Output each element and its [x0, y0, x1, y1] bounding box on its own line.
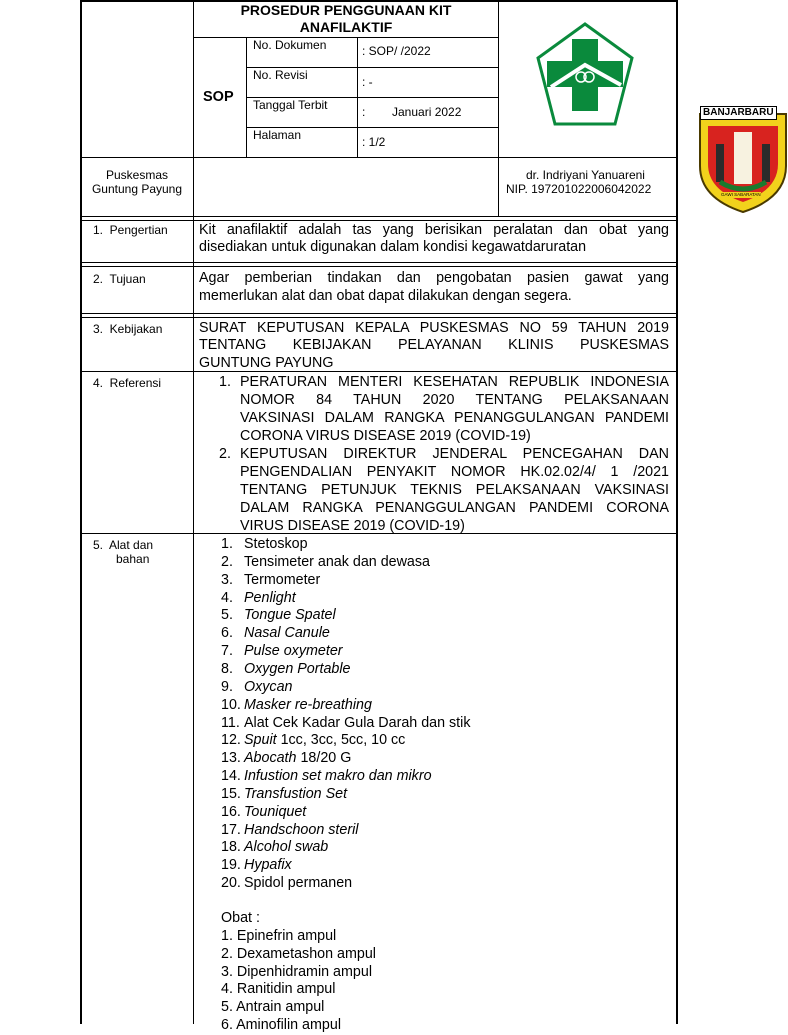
field-label-tanggal-terbit: Tanggal Terbit	[253, 98, 328, 112]
referensi-2-number: 2.	[219, 446, 231, 462]
alat-item-name: Transfustion Set	[244, 785, 348, 802]
alat-item	[244, 732, 405, 750]
alat-item-number: 10.	[221, 696, 241, 713]
alat-item-name: Spidol permanen	[244, 875, 353, 892]
puskesmas-logo	[535, 21, 635, 127]
referensi-2-line-3: TENTANG PETUNJUK TEKNIS PELAKSANAAN VAKSINASI	[240, 482, 669, 498]
col-divider	[498, 0, 499, 217]
alat-item-number: 19.	[221, 857, 241, 874]
referensi-1-line-2: NOMOR 84 TAHUN 2020 TENTANG PELAKSANAAN	[240, 392, 669, 408]
referensi-1-line-4: CORONA VIRUS DISEASE 2019 (COVID-19)	[240, 428, 531, 444]
alat-item-detail: 18/20 G	[296, 750, 352, 767]
alat-item	[244, 607, 336, 625]
alat-item	[244, 715, 470, 733]
row-divider	[80, 313, 677, 314]
pengertian-line-1: Kit anafilaktif adalah tas yang berisikan peralatan dan obat yang	[199, 222, 669, 238]
col-divider	[193, 216, 194, 1024]
field-value-no-revisi: : -	[362, 75, 373, 89]
alat-item-name: Penlight	[244, 589, 296, 606]
field-value-tanggal-terbit: : Januari 2022	[362, 105, 462, 119]
alat-item	[244, 572, 320, 590]
alat-item	[244, 625, 330, 643]
alat-item	[244, 697, 372, 715]
alat-item	[244, 554, 430, 572]
alat-item-number: 13.	[221, 750, 241, 767]
alat-item-number: 1.	[221, 536, 233, 552]
alat-item-number: 4.	[221, 589, 233, 606]
row-divider	[193, 37, 499, 38]
alat-item-number: 9.	[221, 678, 233, 695]
alat-item-name: Hypafix	[244, 857, 292, 874]
obat-item: 2. Dexametashon ampul	[221, 945, 376, 962]
label-pengertian: 1. Pengertian	[93, 223, 168, 237]
alat-item-name: Oxygen Portable	[244, 660, 351, 677]
alat-item	[244, 750, 351, 768]
referensi-1-number: 1.	[219, 374, 231, 390]
alat-item-detail: 1cc, 3cc, 5cc, 10 cc	[276, 732, 406, 749]
alat-item-number: 3.	[221, 571, 233, 588]
organization-line-1: Puskesmas	[105, 168, 169, 182]
alat-item-name: Pulse oxymeter	[244, 643, 343, 660]
organization-name	[82, 168, 192, 196]
signer-name: dr. Indriyani Yanuareni	[526, 168, 645, 182]
row-divider	[80, 266, 677, 267]
alat-item-number: 11.	[221, 714, 240, 731]
signer-block	[506, 168, 651, 196]
referensi-2-line-2: PENGENDALIAN PENYAKIT NOMOR HK.02.02/4/ 1 /2021	[240, 464, 669, 480]
alat-item-name: Nasal Canule	[244, 625, 330, 642]
alat-item	[244, 679, 292, 697]
referensi-2-line-5: VIRUS DISEASE 2019 (COVID-19)	[240, 518, 465, 534]
referensi-2-line-1: KEPUTUSAN DIREKTUR JENDERAL PENCEGAHAN DAN	[240, 446, 669, 462]
alat-item-number: 14.	[221, 768, 241, 785]
alat-item-name: Alcohol swab	[244, 839, 329, 856]
alat-item-number: 7.	[221, 643, 233, 660]
alat-item	[244, 590, 296, 608]
alat-item	[244, 661, 351, 679]
obat-heading: Obat :	[221, 910, 260, 926]
alat-item-name: Termometer	[244, 571, 321, 588]
alat-item	[244, 768, 432, 786]
row-divider	[80, 262, 677, 263]
alat-item-number: 2.	[221, 553, 233, 570]
alat-item-name: Tongue Spatel	[244, 607, 336, 624]
alat-item-number: 6.	[221, 625, 233, 642]
title-line-2: ANAFILAKTIF	[299, 19, 393, 35]
tujuan-line-2: memerlukan alat dan obat dapat dilakukan dengan segera.	[199, 288, 572, 304]
label-kebijakan: 3. Kebijakan	[93, 322, 163, 336]
alat-item	[244, 786, 347, 804]
obat-item: 6. Aminofilin ampul	[221, 1017, 341, 1033]
alat-item-number: 16.	[221, 803, 241, 820]
label-alat-line-1: 5. Alat dan	[93, 538, 154, 552]
alat-item	[244, 804, 306, 822]
alat-item-number: 8.	[221, 660, 233, 677]
row-divider	[80, 157, 677, 158]
alat-item-number: 17.	[221, 821, 241, 838]
alat-item-number: 18.	[221, 839, 241, 856]
obat-item: 3. Dipenhidramin ampul	[221, 963, 372, 980]
document-title	[194, 2, 498, 36]
kebijakan-line-1: SURAT KEPUTUSAN KEPALA PUSKESMAS NO 59 TAHUN 2019	[199, 320, 669, 336]
row-divider	[80, 216, 677, 217]
alat-item-name: Stetoskop	[244, 536, 308, 552]
alat-item-name: Spuit	[244, 732, 277, 749]
alat-item	[244, 536, 308, 554]
alat-item	[244, 643, 343, 661]
city-seal-motto: GAWI SABARATAN	[721, 192, 761, 197]
alat-item-name: Abocath	[244, 750, 297, 767]
alat-item-name: Tensimeter anak dan dewasa	[244, 553, 430, 570]
label-tujuan: 2. Tujuan	[93, 272, 146, 286]
alat-item-name: Handschoon steril	[244, 821, 359, 838]
referensi-1-line-1: PERATURAN MENTERI KESEHATAN REPUBLIK INDONESIA	[240, 374, 669, 390]
title-line-1: PROSEDUR PENGGUNAAN KIT	[240, 2, 452, 18]
alat-item-name: Touniquet	[244, 803, 307, 820]
row-divider	[80, 371, 677, 372]
signer-nip: NIP. 197201022006042022	[506, 182, 652, 196]
pengertian-line-2: disediakan untuk digunakan dalam kondisi kegawatdaruratan	[199, 239, 587, 255]
alat-item	[244, 839, 328, 857]
referensi-1-line-3: VAKSINASI DALAM RANGKA PENANGGULANGAN PANDEMI	[240, 410, 669, 426]
alat-item-number: 5.	[221, 607, 233, 624]
alat-item-name: Oxycan	[244, 678, 293, 695]
alat-item-number: 12.	[221, 732, 241, 749]
kebijakan-line-2: TENTANG KEBIJAKAN PELAYANAN KLINIS PUSKESMAS	[199, 337, 669, 353]
alat-item-number: 20.	[221, 875, 241, 892]
field-value-halaman: : 1/2	[362, 135, 386, 149]
kebijakan-line-3: GUNTUNG PAYUNG	[199, 355, 334, 371]
field-value-no-dokumen: : SOP/ /2022	[362, 44, 431, 58]
label-alat-line-2: bahan	[116, 552, 150, 566]
alat-item-number: 15.	[221, 785, 241, 802]
alat-item	[244, 875, 352, 893]
field-label-no-revisi: No. Revisi	[253, 68, 308, 82]
table-border-left	[80, 0, 82, 1024]
alat-item-name: Masker re-breathing	[244, 696, 372, 713]
organization-line-2: Guntung Payung	[91, 182, 183, 196]
referensi-2-line-4: DALAM RANGKA PENANGGULANGAN PANDEMI CORONA	[240, 500, 669, 516]
row-divider	[80, 317, 677, 318]
field-label-halaman: Halaman	[253, 128, 302, 142]
alat-item	[244, 857, 292, 875]
alat-item-name: Infustion set makro dan mikro	[244, 768, 432, 785]
tujuan-line-1: Agar pemberian tindakan dan pengobatan pasien gawat yang	[199, 270, 669, 286]
obat-item: 1. Epinefrin ampul	[221, 928, 337, 944]
city-seal-label: BANJARBARU	[700, 106, 777, 120]
obat-item: 4. Ranitidin ampul	[221, 981, 336, 998]
alat-item	[244, 822, 358, 840]
obat-item: 5. Antrain ampul	[221, 999, 325, 1016]
label-alat-dan-bahan	[93, 538, 153, 566]
field-label-no-dokumen: No. Dokumen	[253, 38, 327, 52]
label-referensi: 4. Referensi	[93, 376, 162, 390]
table-border-right	[676, 0, 678, 1024]
row-divider	[80, 220, 677, 221]
alat-item-name: Alat Cek Kadar Gula Darah dan stik	[244, 714, 471, 731]
sop-label: SOP	[203, 89, 234, 105]
